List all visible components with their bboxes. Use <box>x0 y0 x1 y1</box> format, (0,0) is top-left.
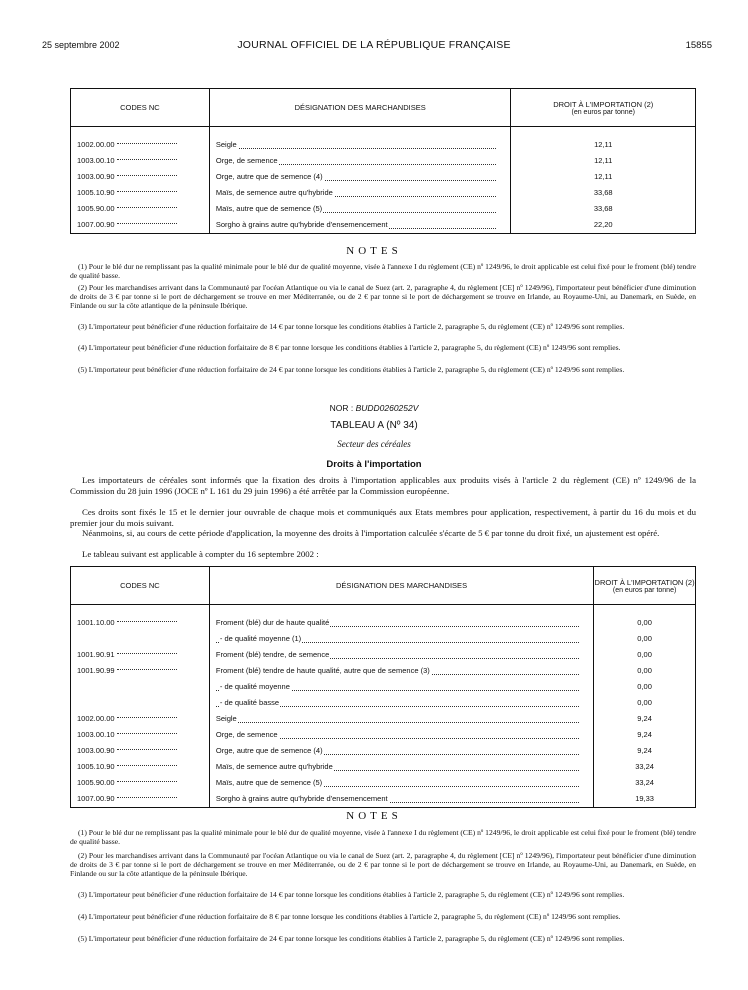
import-duty-table-2 <box>70 566 696 808</box>
header-date: 25 septembre 2002 <box>42 40 120 50</box>
nc-code-cell <box>71 201 209 217</box>
dot-leader <box>117 223 177 224</box>
codes-header: CODES NC <box>71 89 210 127</box>
intro-paragraph-4: Le tableau suivant est applicable à compter du 16 septembre 2002 : <box>82 549 319 559</box>
nc-code-cell <box>71 759 209 775</box>
notes-title: NOTES <box>346 245 402 257</box>
notes-title-2: NOTES <box>346 810 402 822</box>
nc-code: 1007.00.90 <box>77 220 115 229</box>
dot-leader <box>117 781 177 782</box>
nc-code: 1002.00.00 <box>77 714 115 723</box>
designation-text: Froment (blé) tendre de haute qualité, autre que de semence (3) <box>215 666 430 675</box>
designation-text: - de qualité moyenne <box>219 682 290 691</box>
nc-code: 1005.90.00 <box>77 204 115 213</box>
designation-header: DÉSIGNATION DES MARCHANDISES <box>209 89 511 127</box>
nc-code-cell <box>71 137 209 153</box>
code-column <box>71 605 210 808</box>
nc-code-cell <box>71 217 209 233</box>
designation-text: Sorgho à grains autre qu'hybride d'ensemencement <box>215 220 388 229</box>
nc-code: 1007.00.90 <box>77 794 115 803</box>
nc-code: 1001.90.99 <box>77 666 115 675</box>
dot-leader <box>117 653 177 654</box>
nc-code-cell <box>71 695 209 711</box>
journal-title: JOURNAL OFFICIEL DE LA RÉPUBLIQUE FRANÇAISE <box>237 39 511 51</box>
intro-paragraph-2: Ces droits sont fixés le 15 et le dernier jour ouvrable de chaque mois et communiqués aux Etats membres pour application, respectivement, à partir du 16 du mois et du premier jour du mois suivant. <box>70 507 696 528</box>
note-5: (5) L'importateur peut bénéficier d'une réduction forfaitaire de 24 € par tonne lorsque les conditions établies à l'article 2, paragraphe 5, du règlement (CE) nº 1249/96 sont remplies. <box>78 365 625 374</box>
designation-cell <box>210 727 593 743</box>
designation-text: Orge, de semence <box>215 730 278 739</box>
designation-cell <box>210 663 593 679</box>
dot-leader <box>117 143 177 144</box>
dot-leader <box>117 159 177 160</box>
designation-text: - de qualité basse <box>219 698 280 707</box>
duty-value: 9,24 <box>637 730 652 739</box>
codes-header: CODES NC <box>71 567 210 605</box>
nc-code: 1003.00.90 <box>77 172 115 181</box>
designation-cell <box>210 743 593 759</box>
note-2-4: (4) L'importateur peut bénéficier d'une réduction forfaitaire de 8 € par tonne lorsque les conditions établies à l'article 2, paragraphe 5, du règlement (CE) nº 1249/96 sont remplies. <box>78 912 621 921</box>
duty-value: 12,11 <box>594 172 613 181</box>
designation-cell <box>210 137 511 153</box>
nc-code-cell <box>71 791 209 807</box>
dot-leader <box>117 749 177 750</box>
duty-value: 22,20 <box>593 220 613 229</box>
duty-header: DROIT À L'IMPORTATION (2) (en euros par tonne) <box>511 89 696 127</box>
intro-paragraph-1: Les importateurs de céréales sont informés que la fixation des droits à l'importation applicables aux produits visés à l'article 2 du règlement (CE) nº 1249/96 de la Commission du 28 juin 1996 (JOCE nº L 161 du 29 juin 1996) a été arrêtée par la Commission européenne. <box>70 475 696 496</box>
duty-value: 12,11 <box>594 140 613 149</box>
duty-value: 9,24 <box>637 746 652 755</box>
secteur-subtitle: Secteur des céréales <box>337 439 411 449</box>
nc-code-cell <box>71 679 209 695</box>
designation-text: Maïs, autre que de semence (5) <box>215 778 323 787</box>
dot-leader <box>117 191 177 192</box>
duty-header: DROIT À L'IMPORTATION (2) (en euros par tonne) <box>594 567 696 605</box>
designation-text: Maïs, de semence autre qu'hybride <box>215 762 333 771</box>
dot-leader <box>117 621 177 622</box>
designation-cell <box>210 169 511 185</box>
designation-column <box>209 127 511 234</box>
designation-cell <box>210 615 593 631</box>
designation-text: Froment (blé) dur de haute qualité <box>215 618 330 627</box>
import-duty-table-1 <box>70 88 696 234</box>
intro-paragraph-3: Néanmoins, si, au cours de cette période d'application, la moyenne des droits à l'importation calculée s'écarte de 5 € par tonne du droit fixé, un ajustement est opéré. <box>82 528 660 538</box>
designation-cell <box>210 185 511 201</box>
nc-code: 1003.00.90 <box>77 746 115 755</box>
nc-code-cell <box>71 711 209 727</box>
duty-column <box>511 127 696 234</box>
nc-code: 1005.10.90 <box>77 762 115 771</box>
note-2: (2) Pour les marchandises arrivant dans la Communauté par l'océan Atlantique ou via le canal de Suez (art. 2, paragraphe 4, du règlement [CE] nº 1249/96), l'importateur peut bénéficier d'une diminution de droits de 3 € par tonne si le port de déchargement se trouve en mer Méditerranée, ou de 2 € par tonne si le port de déchargement se trouve en Irlande, au Royaume-Uni, au Danemark, en Suède, en Finlande ou sur la côte atlantique de la péninsule Ibérique. <box>70 283 696 311</box>
dot-leader <box>117 669 177 670</box>
dot-leader <box>117 207 177 208</box>
note-2-3: (3) L'importateur peut bénéficier d'une réduction forfaitaire de 14 € par tonne lorsque les conditions établies à l'article 2, paragraphe 5, du règlement (CE) nº 1249/96 sont remplies. <box>78 890 625 899</box>
nc-code-cell <box>71 153 209 169</box>
note-2-5: (5) L'importateur peut bénéficier d'une réduction forfaitaire de 24 € par tonne lorsque les conditions établies à l'article 2, paragraphe 5, du règlement (CE) nº 1249/96 sont remplies. <box>78 934 625 943</box>
duty-value: 33,24 <box>635 778 654 787</box>
nc-code: 1001.90.91 <box>77 650 115 659</box>
dot-leader <box>117 175 177 176</box>
nc-code-cell <box>71 647 209 663</box>
duty-column <box>594 605 696 808</box>
duty-value: 0,00 <box>637 634 652 643</box>
page-number: 15855 <box>685 40 712 51</box>
droits-heading: Droits à l'importation <box>326 459 422 470</box>
nor-code: BUDD0260252V <box>355 403 419 413</box>
nc-code: 1005.10.90 <box>77 188 115 197</box>
nc-code-cell <box>71 631 209 647</box>
nc-code-cell <box>71 169 209 185</box>
duty-value: 0,00 <box>637 618 652 627</box>
designation-cell <box>210 759 593 775</box>
nc-code-cell <box>71 615 209 631</box>
designation-cell <box>210 201 511 217</box>
duty-value: 0,00 <box>637 682 652 691</box>
designation-cell <box>210 631 593 647</box>
nc-code-cell <box>71 743 209 759</box>
code-column <box>71 127 210 234</box>
designation-text: Orge, de semence <box>215 156 278 165</box>
dot-leader <box>117 797 177 798</box>
nc-code-cell <box>71 663 209 679</box>
nc-code-cell <box>71 185 209 201</box>
duty-value: 0,00 <box>637 650 652 659</box>
duty-value: 19,33 <box>635 794 654 803</box>
designation-cell <box>210 711 593 727</box>
duty-value: 0,00 <box>637 698 652 707</box>
designation-cell <box>210 217 511 233</box>
nc-code: 1003.00.10 <box>77 156 115 165</box>
nc-code: 1005.90.00 <box>77 778 115 787</box>
duty-value: 33,68 <box>593 204 613 213</box>
nor-reference: NOR : BUDD0260252V <box>329 403 419 413</box>
note-2-1: (1) Pour le blé dur ne remplissant pas la qualité minimale pour le blé dur de qualité moyenne, visée à l'annexe I du règlement (CE) nº 1249/96, le droit applicable est celui fixé pour le froment (blé) tendre de qualité basse. <box>70 828 696 847</box>
duty-value: 33,68 <box>593 188 613 197</box>
designation-cell <box>210 775 593 791</box>
duty-value: 12,11 <box>594 156 613 165</box>
designation-text: Orge, autre que de semence (4) <box>215 746 323 755</box>
designation-text: Orge, autre que de semence (4) <box>215 172 323 181</box>
designation-text: Seigle <box>215 140 237 149</box>
note-2-2: (2) Pour les marchandises arrivant dans la Communauté par l'océan Atlantique ou via le canal de Suez (art. 2, paragraphe 4, du règlement [CE] nº 1249/96), l'importateur peut bénéficier d'une diminution de droits de 3 € par tonne si le port de déchargement se trouve en mer Méditerranée, ou de 2 € par tonne si le port de déchargement se trouve en Irlande, au Royaume-Uni, au Danemark, en Suède, en Finlande ou sur la côte atlantique de la péninsule Ibérique. <box>70 851 696 879</box>
designation-cell <box>210 153 511 169</box>
nc-code-cell <box>71 775 209 791</box>
designation-cell <box>210 647 593 663</box>
designation-text: Seigle <box>215 714 237 723</box>
designation-text: - de qualité moyenne (1) <box>219 634 302 643</box>
tableau-title: TABLEAU A (Nº 34) <box>330 420 418 431</box>
duty-value: 9,24 <box>637 714 652 723</box>
designation-cell <box>210 791 593 807</box>
dot-leader <box>216 148 497 149</box>
note-3: (3) L'importateur peut bénéficier d'une réduction forfaitaire de 14 € par tonne lorsque les conditions établies à l'article 2, paragraphe 5, du règlement (CE) nº 1249/96 sont remplies. <box>78 322 625 331</box>
designation-cell <box>210 695 593 711</box>
dot-leader <box>216 722 579 723</box>
duty-value: 0,00 <box>637 666 652 675</box>
designation-header: DÉSIGNATION DES MARCHANDISES <box>209 567 593 605</box>
designation-text: Froment (blé) tendre, de semence <box>215 650 330 659</box>
designation-text: Maïs, de semence autre qu'hybride <box>215 188 333 197</box>
designation-text: Sorgho à grains autre qu'hybride d'ensemencement <box>215 794 388 803</box>
dot-leader <box>117 765 177 766</box>
designation-text: Maïs, autre que de semence (5) <box>215 204 323 213</box>
note-4: (4) L'importateur peut bénéficier d'une réduction forfaitaire de 8 € par tonne lorsque les conditions établies à l'article 2, paragraphe 5, du règlement (CE) nº 1249/96 sont remplies. <box>78 343 621 352</box>
dot-leader <box>117 717 177 718</box>
designation-column <box>209 605 593 808</box>
nc-code: 1003.00.10 <box>77 730 115 739</box>
nc-code: 1001.10.00 <box>77 618 115 627</box>
nc-code-cell <box>71 727 209 743</box>
dot-leader <box>117 733 177 734</box>
note-1: (1) Pour le blé dur ne remplissant pas la qualité minimale pour le blé dur de qualité moyenne, visée à l'annexe I du règlement (CE) nº 1249/96, le droit applicable est celui fixé pour le froment (blé) tendre de qualité basse. <box>70 262 696 281</box>
designation-cell <box>210 679 593 695</box>
duty-value: 33,24 <box>635 762 654 771</box>
nc-code: 1002.00.00 <box>77 140 115 149</box>
